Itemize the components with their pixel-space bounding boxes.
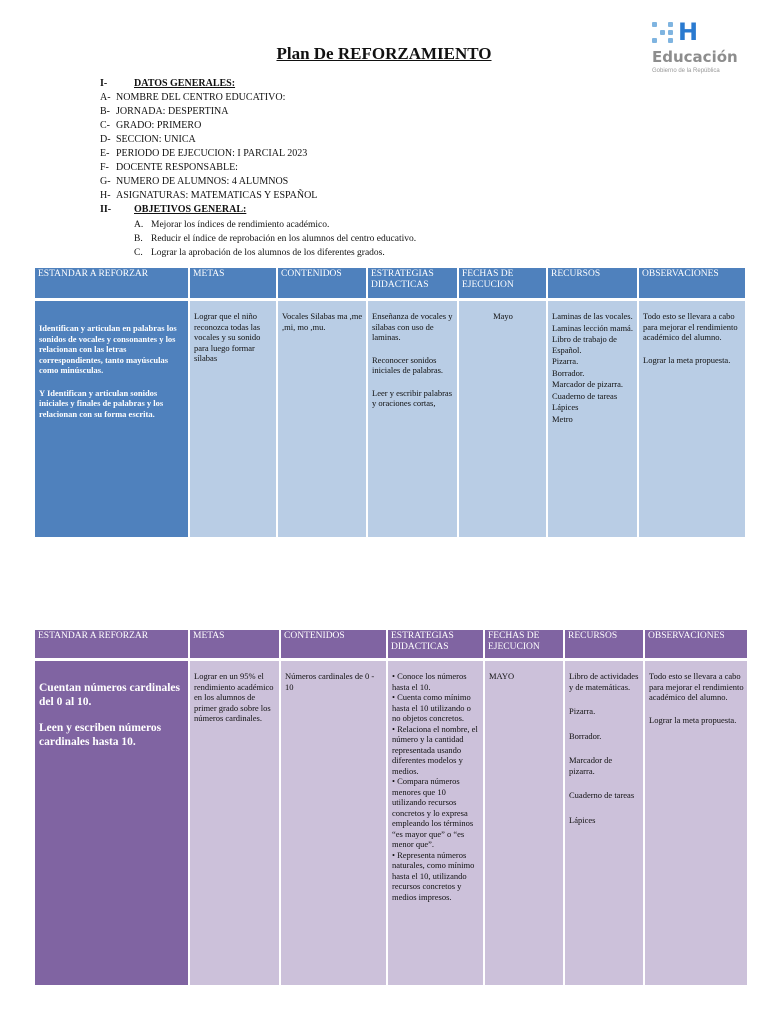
header-estrategias: ESTRATEGIAS DIDACTICAS bbox=[367, 268, 458, 300]
general-data bbox=[100, 77, 317, 217]
info-item: B- JORNADA: DESPERTINA bbox=[100, 106, 229, 117]
section-heading: I- DATOS GENERALES: bbox=[100, 78, 236, 89]
objective-item: A. Mejorar los índices de rendimiento académico. bbox=[134, 220, 330, 230]
section-heading: II- OBJETIVOS GENERAL: bbox=[100, 204, 247, 215]
objectives-list bbox=[134, 218, 416, 260]
info-item: A- NOMBRE DEL CENTRO EDUCATIVO: bbox=[100, 92, 286, 103]
cell-fechas: Mayo bbox=[458, 300, 547, 538]
logo-subtitle: Gobierno de la República bbox=[652, 68, 720, 74]
plan-table-matematicas bbox=[35, 630, 747, 985]
info-item: C- GRADO: PRIMERO bbox=[100, 120, 202, 131]
header-recursos: RECURSOS bbox=[547, 268, 638, 300]
objective-item: C. Lograr la aprobación de los alumnos de los diferentes grados. bbox=[134, 248, 385, 258]
header-observaciones: OBSERVACIONES bbox=[638, 268, 745, 300]
educacion-logo bbox=[652, 20, 752, 74]
objective-item: B. Reducir el índice de reprobación en los alumnos del centro educativo. bbox=[134, 234, 417, 244]
info-item: E- PERIODO DE EJECUCION: I PARCIAL 2023 bbox=[100, 148, 308, 159]
plan-table-espanol bbox=[35, 268, 745, 537]
header-observaciones: OBSERVACIONES bbox=[644, 630, 747, 660]
header-metas: METAS bbox=[189, 630, 280, 660]
header-recursos: RECURSOS bbox=[564, 630, 644, 660]
logo-h-icon: H bbox=[678, 18, 699, 46]
table-row bbox=[35, 300, 745, 538]
cell-metas: Lograr en un 95% el rendimiento académico en los alumnos de primer grado sobre los números cardinales. bbox=[189, 660, 280, 986]
header-contenidos: CONTENIDOS bbox=[277, 268, 367, 300]
info-item: D- SECCION: UNICA bbox=[100, 134, 196, 145]
cell-observaciones: Todo esto se llevara a cabo para mejorar el rendimiento académico del alumno. Lograr la meta propuesta. bbox=[644, 660, 747, 986]
info-item: H- ASIGNATURAS: MATEMATICAS Y ESPAÑOL bbox=[100, 190, 318, 201]
cell-metas: Lograr que el niño reconozca todas las vocales y su sonido para luego formar sílabas bbox=[189, 300, 277, 538]
table-header-row bbox=[35, 268, 745, 300]
cell-estrategias: Enseñanza de vocales y sílabas con uso de laminas. Reconocer sonidos iniciales de palabras. Leer y escribir palabras y oraciones cortas, bbox=[367, 300, 458, 538]
cell-contenidos: Vocales Silabas ma ,me ,mi, mo ,mu. bbox=[277, 300, 367, 538]
logo-name: Educación bbox=[652, 48, 738, 66]
cell-estandar: Cuentan números cardinales del 0 al 10. Leen y escriben números cardinales hasta 10. bbox=[35, 660, 189, 986]
info-item: F- DOCENTE RESPONSABLE: bbox=[100, 162, 238, 173]
cell-estandar: Identifican y articulan en palabras los sonidos de vocales y consonantes y los relacionan con las letras correspondientes, tanto mayúsculas como minúsculas. Y Identifican y articulan sonidos iniciales y finales de palabras y los relacionan con su forma escrita. bbox=[35, 300, 189, 538]
header-fechas: FECHAS DE EJECUCION bbox=[484, 630, 564, 660]
cell-fechas: MAYO bbox=[484, 660, 564, 986]
cell-recursos: Laminas de las vocales. Laminas lección mamá. Libro de trabajo de Español. Pizarra. Borrador. Marcador de pizarra. Cuaderno de tareas Lápices Metro bbox=[547, 300, 638, 538]
header-estandar: ESTANDAR A REFORZAR bbox=[35, 268, 189, 300]
table-row bbox=[35, 660, 747, 986]
document-title: Plan De REFORZAMIENTO bbox=[276, 44, 492, 63]
cell-contenidos: Números cardinales de 0 - 10 bbox=[280, 660, 387, 986]
header-fechas: FECHAS DE EJECUCION bbox=[458, 268, 547, 300]
cell-estrategias: • Conoce los números hasta el 10. • Cuenta como mínimo hasta el 10 utilizando o no objetos concretos. • Relaciona el nombre, el número y la cantidad representada usando diferentes modelos y medios. • Compara números menores que 10 utilizando recursos concretos y lo expresa empleando los términos “es mayor que” o “es menor que”. • Representa números naturales, como mínimo hasta el 10, utilizando recursos concretos y medios impresos. bbox=[387, 660, 484, 986]
header-estandar: ESTANDAR A REFORZAR bbox=[35, 630, 189, 660]
table-header-row bbox=[35, 630, 747, 660]
header-metas: METAS bbox=[189, 268, 277, 300]
logo-dots-icon bbox=[652, 22, 673, 43]
header-contenidos: CONTENIDOS bbox=[280, 630, 387, 660]
cell-observaciones: Todo esto se llevara a cabo para mejorar el rendimiento académico del alumno. Lograr la meta propuesta. bbox=[638, 300, 745, 538]
info-item: G- NUMERO DE ALUMNOS: 4 ALUMNOS bbox=[100, 176, 289, 187]
cell-recursos: Libro de actividades y de matemáticas. Pizarra. Borrador. Marcador de pizarra. Cuaderno de tareas Lápices bbox=[564, 660, 644, 986]
header-estrategias: ESTRATEGIAS DIDACTICAS bbox=[387, 630, 484, 660]
